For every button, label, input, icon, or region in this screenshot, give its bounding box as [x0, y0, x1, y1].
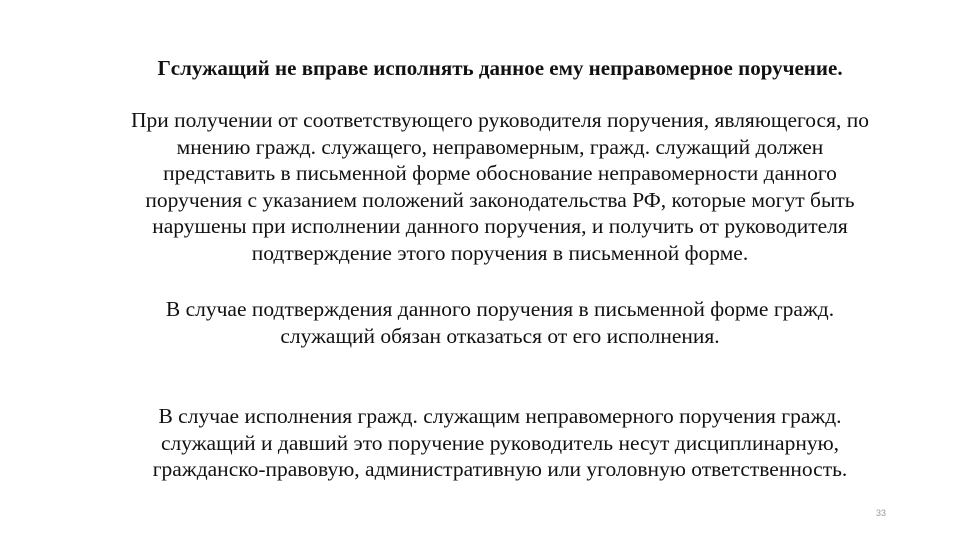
paragraph-line: служащий обязан отказаться от его исполнения.: [280, 323, 720, 348]
paragraph-line: В случае исполнения гражд. служащим неправомерного поручения гражд.: [158, 404, 842, 428]
paragraph-written-confirmation: [60, 296, 940, 349]
paragraph-line: поручения с указанием положений законодательства РФ, которые могут быть: [145, 187, 855, 212]
paragraph-line: подтверждение этого поручения в письменной форме.: [251, 240, 749, 265]
paragraph-line: гражданско-правовую, административную или уголовную ответственность.: [152, 457, 848, 481]
paragraph-line: служащий и давший это поручение руководитель несут дисциплинарную,: [160, 430, 840, 455]
paragraph-liability: [60, 403, 940, 483]
paragraph-line: нарушены при исполнении данного поручения, и получить от руководителя: [152, 214, 848, 238]
paragraph-line: представить в письменной форме обоснование неправомерности данного: [163, 161, 837, 185]
paragraph-line: В случае подтверждения данного поручения в письменной форме гражд.: [165, 297, 835, 321]
paragraph-line: При получении от соответствующего руководителя поручения, являющегося, по: [130, 108, 869, 132]
paragraph-line: мнению гражд. служащего, неправомерным, гражд. служащий должен: [176, 134, 824, 159]
page-number: 33: [875, 508, 886, 518]
paragraph-order-receipt: [60, 107, 940, 266]
slide-heading: Гслужащий не вправе исполнять данное ему неправомерное поручение.: [157, 56, 843, 80]
